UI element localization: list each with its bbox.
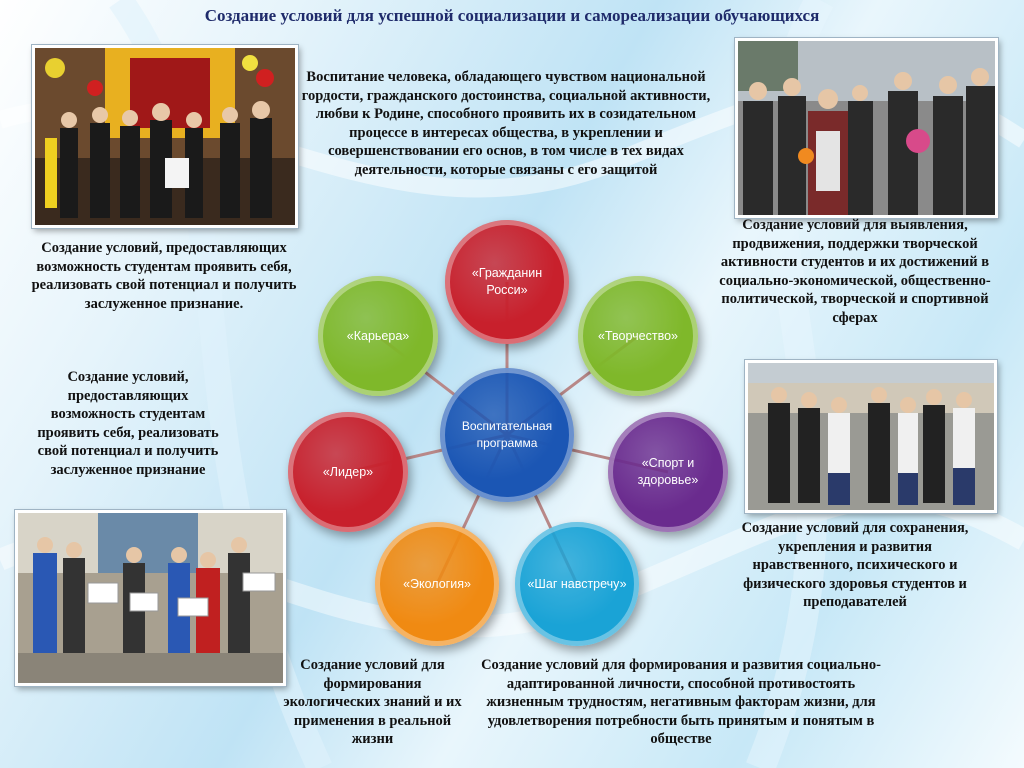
node-grazhdanin-label: «Гражданин Росси»: [471, 266, 543, 297]
text-bottom-center: Создание условий для формирования и развития социально-адаптированной личности, способной противостоять жизненным трудностям, негативным факторам жизни, для удовлетворения потребности быть принятым и понятым в обществе: [481, 657, 881, 747]
node-ekologiya: [375, 522, 499, 646]
node-center-label: Воспитательная программа: [461, 419, 553, 450]
page-title: Создание условий для успешной социализации и самореализации обучающихся: [204, 6, 820, 25]
text-right-2: Создание условий для сохранения, укрепления и развития нравственного, психического и физического здоровья студентов и преподавателей: [741, 520, 969, 610]
text-top-center: Воспитание человека, обладающего чувством национальной гордости, гражданского достоинства, социальной активности, любви к Родине, способного проявить их в созидательном процессе в интересах общества, в укреплении и совершенствовании его основ, в том числе в тех видах деятельности, которые связаны с его защитой: [301, 69, 711, 178]
text-left-1: Создание условий, предоставляющих возможность студентам проявить себя, реализовать свой потенциал и получить заслуженное признание.: [31, 240, 297, 312]
node-sport: [608, 412, 728, 532]
node-lider-label: «Лидер»: [322, 464, 374, 479]
node-lider: [288, 412, 408, 532]
node-tvorchestvo-label: «Творчество»: [597, 328, 678, 343]
node-tvorchestvo: [578, 276, 698, 396]
node-kariera: [318, 276, 438, 396]
node-shag-label: «Шаг навстречу»: [527, 576, 627, 591]
node-ekologiya-label: «Экология»: [403, 576, 471, 591]
text-left-2: Создание условий, предоставляющих возможность студентам проявить себя, реализовать свой потенциал и получить заслуженное признание: [37, 369, 219, 478]
node-grazhdanin: [445, 220, 569, 344]
node-kariera-label: «Карьера»: [346, 328, 410, 343]
node-center: [440, 368, 574, 502]
node-sport-label: «Спорт и здоровье»: [637, 456, 699, 487]
text-right-1: Создание условий для выявления, продвижения, поддержки творческой активности студентов и их достижений в социально-экономической, общественно-политической, творческой и спортивной сферах: [719, 217, 991, 326]
node-shag: [515, 522, 639, 646]
text-bottom-left: Создание условий для формирования экологических знаний и их применения в реальной жизни: [283, 657, 462, 747]
